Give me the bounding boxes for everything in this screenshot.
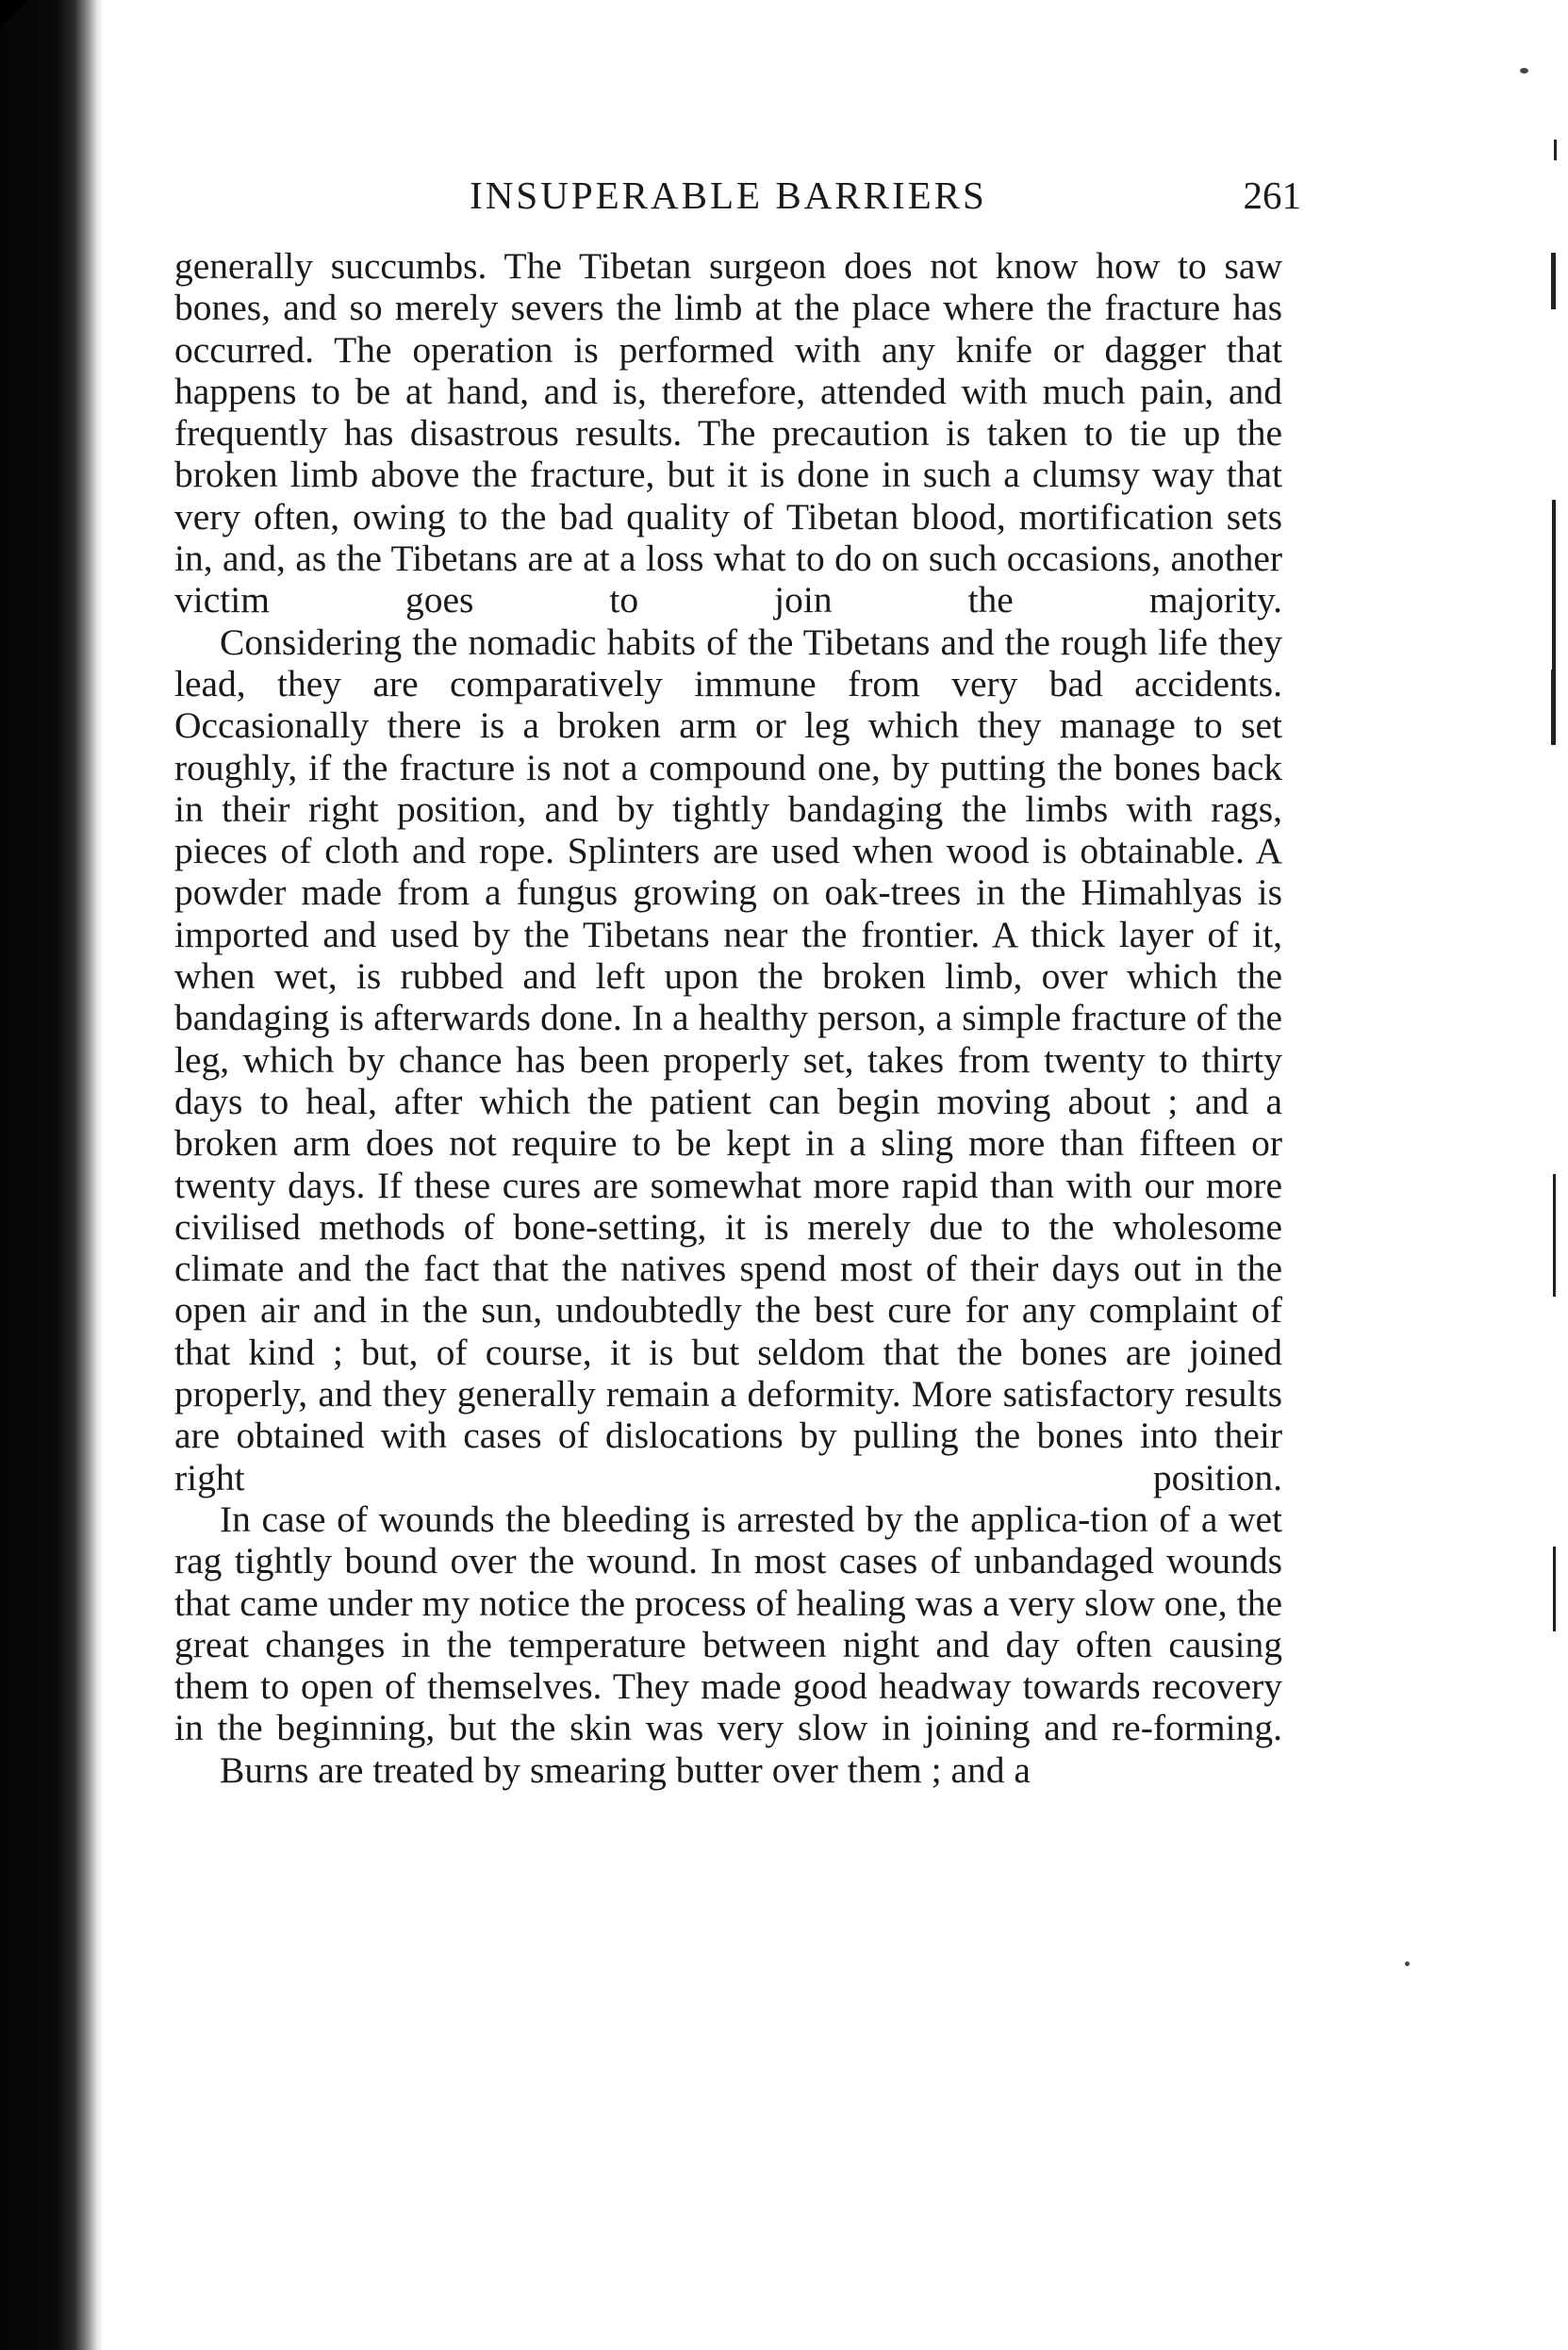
scan-speck bbox=[1405, 1961, 1410, 1966]
running-head: INSUPERABLE BARRIERS bbox=[470, 174, 987, 217]
right-edge-scan-mark bbox=[1554, 140, 1557, 160]
corner-scan-mark bbox=[0, 0, 28, 26]
right-edge-scan-mark bbox=[1553, 1174, 1556, 1297]
right-edge-scan-mark bbox=[1551, 670, 1556, 745]
paragraph: In case of wounds the bleeding is arrested by the applica-tion of a wet rag tightly bound over the wound. In most cases of unbandaged wounds that came under my notice the process of healing was a very slow one, the great changes in the temperature between night and day often causing them to open of themselves. They made good headway towards recovery in the beginning, but the skin was very slow in joining and re-forming. bbox=[174, 1498, 1282, 1749]
page-header bbox=[174, 168, 1301, 223]
right-edge-scan-mark bbox=[1553, 1547, 1556, 1631]
scanned-binding-edge bbox=[0, 0, 104, 2350]
right-edge-scan-mark bbox=[1552, 500, 1556, 688]
right-edge-scan-mark bbox=[1551, 253, 1556, 309]
page-number: 261 bbox=[1243, 174, 1301, 217]
paragraph: generally succumbs. The Tibetan surgeon does not know how to saw bones, and so merely severs the limb at the place where the fracture has occurred. The operation is performed with any knife or dagger that happens to be at hand, and is, therefore, attended with much pain, and frequently has disastrous results. The precaution is taken to tie up the broken limb above the fracture, but it is done in such a clumsy way that very often, owing to the bad quality of Tibetan blood, mortification sets in, and, as the Tibetans are at a loss what to do on such occasions, another victim goes to join the majority. bbox=[174, 245, 1282, 621]
paragraph: Considering the nomadic habits of the Tibetans and the rough life they lead, they are comparatively immune from very bad accidents. Occasionally there is a broken arm or leg which they manage to set roughly, if the fracture is not a compound one, by putting the bones back in their right position, and by tightly bandaging the limbs with rags, pieces of cloth and rope. Splinters are used when wood is obtainable. A powder made from a fungus growing on oak-trees in the Himahlyas is imported and used by the Tibetans near the frontier. A thick layer of it, when wet, is rubbed and left upon the broken limb, over which the bandaging is afterwards done. In a healthy person, a simple fracture of the leg, which by chance has been properly set, takes from twenty to thirty days to heal, after which the patient can begin moving about ; and a broken arm does not require to be kept in a sling more than fifteen or twenty days. If these cures are somewhat more rapid than with our more civilised methods of bone-setting, it is merely due to the wholesome climate and the fact that the natives spend most of their days out in the open air and in the sun, undoubtedly the best cure for any complaint of that kind ; but, of course, it is but seldom that the bones are joined properly, and they generally remain a deformity. More satisfactory results are obtained with cases of dislocations by pulling the bones into their right position. bbox=[174, 621, 1282, 1498]
paragraph: Burns are treated by smearing butter over them ; and a bbox=[220, 1748, 1031, 1791]
book-page bbox=[174, 168, 1301, 1791]
scan-speck bbox=[1520, 68, 1528, 74]
